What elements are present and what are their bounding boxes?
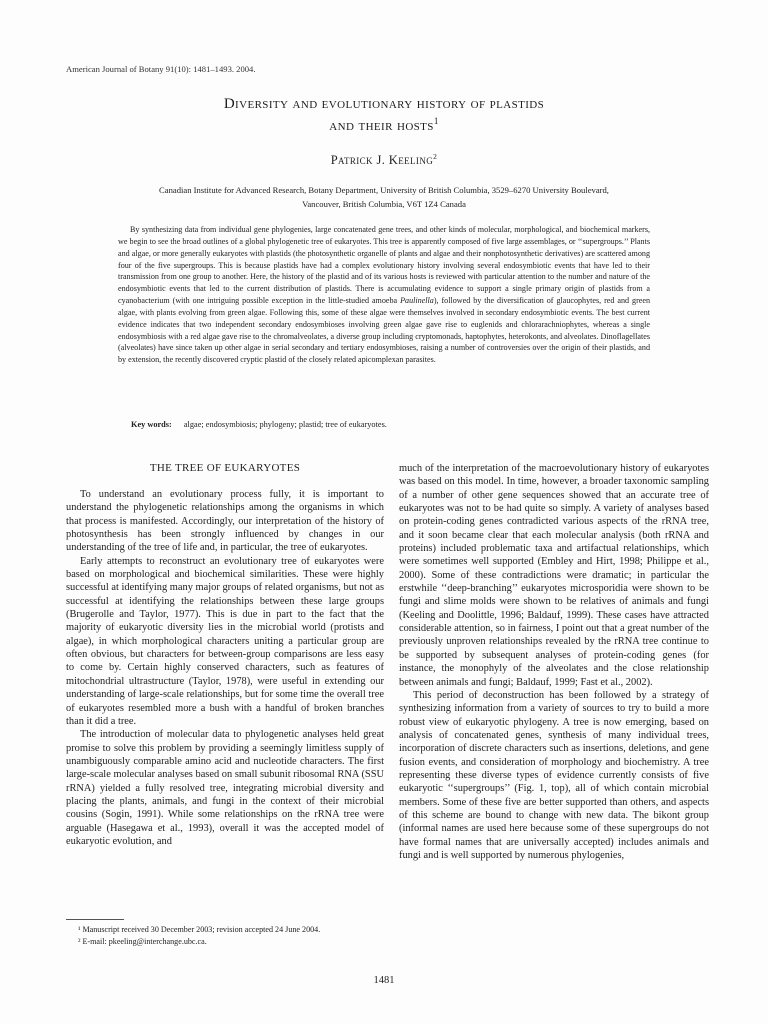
right-paragraph: This period of deconstruction has been followed by a strategy of synthesizing information from a variety of sources to try to build a more robust view of eukaryotic phylogeny. A tree is now emerging, based on analysis of concatenated genes, synthesis of many individual trees, incorporation of discrete characters such as insertions, deletions, and gene fusion events, and consideration of morphology and biochemistry. A tree representing these diverse types of evidence currently consists of five eukaryotic ‘‘supergroups’’ (Fig. 1, top), all of which contain microbial members. Some of these five are better supported than others, and aspects of this scheme are bound to change with new data. The bikont group (informal names are used here because some of these supergroups do not have formal names that are universally accepted) includes animals and fungi and is well supported by numerous phylogenies, (399, 689, 709, 861)
abstract-text-a: By synthesizing data from individual gene phylogenies, large concatenated gene trees, and other kinds of molecular, morphological, and biochemical markers, we begin to see the broad outlines of a global phylogenetic tree of eukaryotes. This tree is apparently composed of five large assemblages, or ‘‘supergroups.’’ Plants and algae, or more generally eukaryotes with plastids (the photosynthetic organelle of plants and algae and their nonphotosynthetic derivatives) are scattered among four of the five supergroups. This is because plastids have had a complex evolutionary history involving several endosymbiotic events that have led to their transmission from one group to another. Here, the history of the plastid and of its various hosts is reviewed with particular attention to the number and nature of the endosymbiotic events that led to the current distribution of plastids. There is accumulating evidence to support a single primary origin of plastids from a cyanobacterium (with one intriguing possible exception in the little-studied amoeba (118, 225, 650, 306)
author-text: Patrick J. Keeling (330, 153, 434, 167)
keywords-text: algae; endosymbiosis; phylogeny; plastid; tree of eukaryotes. (183, 420, 387, 429)
title-footnote-mark: 1 (433, 116, 439, 126)
title-text-1: Diversity and evolutionary history of plastids (223, 96, 545, 112)
abstract (118, 224, 650, 366)
left-paragraph: Early attempts to reconstruct an evolutionary tree of eukaryotes were based on morphological and biochemical similarities. These were highly successful at identifying many major groups of related organisms, but not as successful at identifying the relationships between these large groups (Brugerolle and Taylor, 1977). This is due in part to the fact that the majority of eukaryotic diversity lies in the microbial world (protists and algae), in which morphological characters uniting a particular group are often obvious, but characters for between-group comparisons are less easy to come by. Certain highly conserved characters, such as features of mitochondrial ultrastructure (Taylor, 1978), were useful in extending our understanding of large-scale relationships, but for some time the overall tree of eukaryotes resembled more a bush with a handful of broken branches than it did a tree. (66, 555, 384, 727)
section-heading: THE TREE OF EUKARYOTES (149, 462, 301, 474)
affiliation-line-1: Canadian Institute for Advanced Research, Botany Department, University of British Columbia, 3529–6270 University Boulevard, (159, 185, 609, 195)
right-column (399, 462, 709, 862)
affiliation-line-2: Vancouver, British Columbia, V6T 1Z4 Canada (302, 199, 466, 209)
abstract-text-b: ), followed by the diversification of glaucophytes, red and green algae, with plants evolving from green algae. Following this, some of these algae were themselves involved in secondary endosymbiotic events. The best current evidence indicates that two independent secondary endosymbioses involving green algae gave rise to euglenids and chlorarachniophytes, whereas a single endosymbiosis with a red algae gave rise to the chromalveolates, a diverse group including cryptomonads, haptophytes, heterokonts, and alveolates. Dinoflagellates (alveolates) have since taken up other algae in serial secondary and tertiary endosymbioses, raising a number of controversies over the origin of their plastids, and by extension, the recently discovered cryptic plastid of the closely related apicomplexan parasites. (118, 296, 650, 365)
left-paragraph: To understand an evolutionary process fully, it is important to understand the phylogenetic relationships among the organisms in which that process is manifested. Accordingly, our interpretation of the history of photosynthesis has been strongly influenced by changes in our understanding of the tree of life and, in particular, the tree of eukaryotes. (66, 489, 384, 554)
keywords-label: Key words: (131, 420, 172, 429)
keywords (131, 420, 387, 429)
journal-citation: American Journal of Botany 91(10): 1481–1493. 2004. (66, 64, 256, 74)
footnote-1: ¹ Manuscript received 30 December 2003; revision accepted 24 June 2004. (78, 925, 321, 934)
right-paragraph: much of the interpretation of the macroevolutionary history of eukaryotes was based on this model. In time, however, a broader taxonomic sampling of a number of other gene sequences showed that an accurate tree of eukaryotes was not to be had quite so simply. A variety of analyses based on protein-coding genes contradicted various aspects of the rRNA tree, and it soon became clear that each molecular analysis (both rRNA and proteins) included problematic taxa and artifactual relationships, which were sometimes well supported (Embley and Hirt, 1998; Philippe et al., 2000). Some of these contradictions were dramatic; in particular the erstwhile ‘‘deep-branching’’ eukaryotes microsporidia were shown to be fungi and slime molds were shown to be relatives of animals and fungi (Keeling and Doolittle, 1996; Baldauf, 1999). These cases have attracted considerable attention, so in fairness, I point out that a great number of the previously unproven relationships revealed by the rRNA tree continue to be supported by subsequent analyses of protein-coding genes (for instance, the monophyly of the alveolates and the close relationship between animals and fungi; Baldauf, 1999; Fast et al., 2002). (399, 463, 709, 688)
affiliation (118, 183, 650, 211)
footnotes (66, 924, 384, 947)
footnote-2: ² E-mail: pkeeling@interchange.ubc.ca. (78, 936, 207, 946)
abstract-italic: Paulinella (400, 296, 434, 306)
article-title-line-1 (0, 96, 768, 113)
article-title-line-2 (0, 118, 768, 135)
author-footnote-mark: 2 (433, 151, 438, 161)
page-number: 1481 (373, 975, 395, 986)
title-text-2: and their hosts (329, 118, 434, 134)
author-name (0, 153, 768, 168)
left-paragraph: The introduction of molecular data to phylogenetic analyses held great promise to solve this problem by providing a seemingly limitless supply of unambiguously comparable amino acid and nucleotide characters. The first large-scale molecular analyses based on small subunit ribosomal RNA (SSU rRNA) yielded a fully resolved tree, integrating microbial diversity and placing the plants, animals, and fungi in the context of their microbial cousins (Sogin, 1991). While some relationships on the rRNA tree were arguable (Hasegawa et al., 1993), overall it was the accepted model of eukaryotic evolution, and (66, 729, 384, 847)
left-column (66, 488, 384, 848)
footnote-rule (66, 919, 124, 920)
